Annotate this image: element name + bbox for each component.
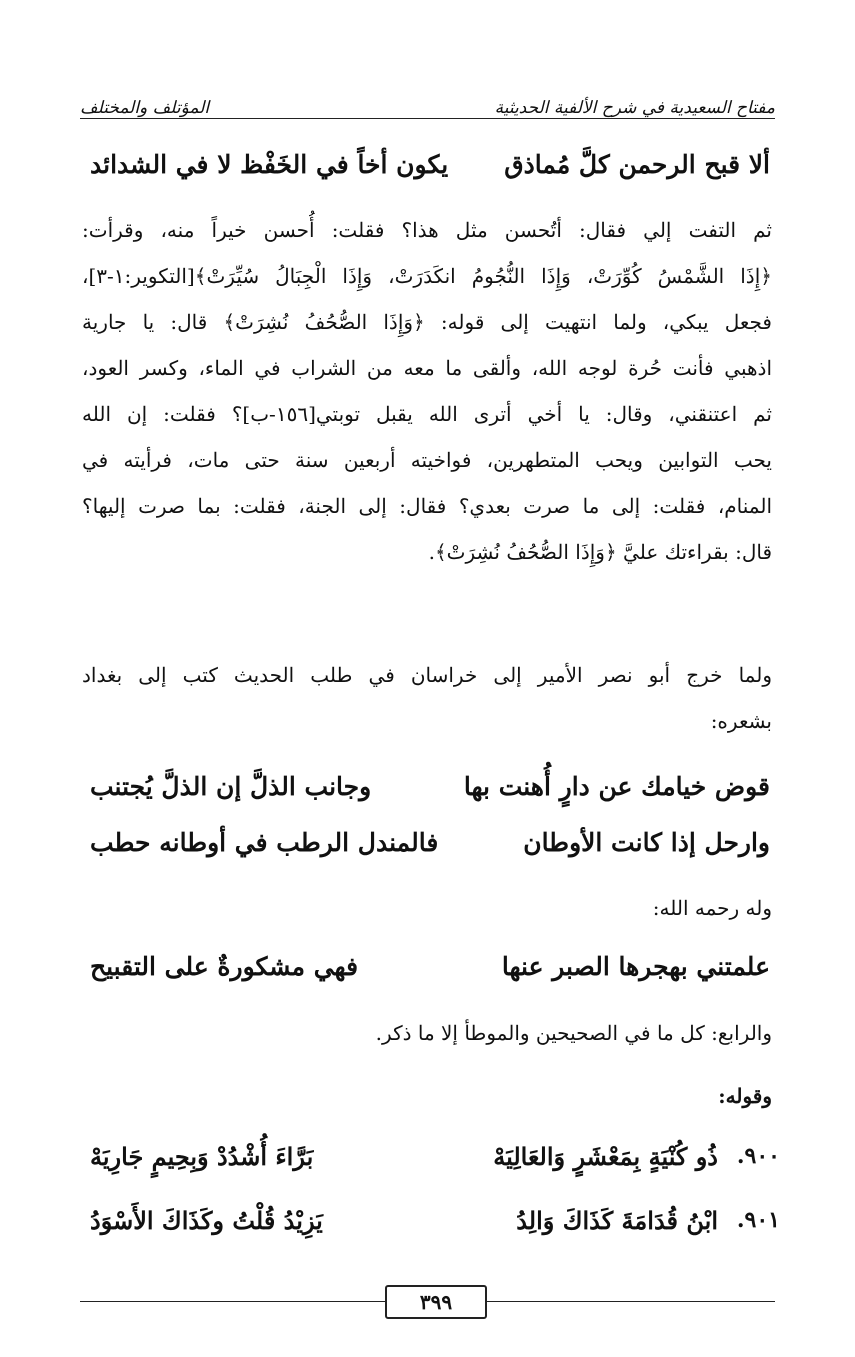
text-line: فجعل يبكي، ولما انتهيت إلى قوله: ﴿وَإِذَا الصُّحُفُ نُشِرَتْ﴾ قال: يا جارية bbox=[82, 310, 772, 334]
verse-line bbox=[90, 764, 770, 808]
section-title: المؤتلف والمختلف bbox=[80, 98, 210, 118]
verse-first-hemistich: قوض خيامك عن دارٍ أُهنت بها bbox=[463, 771, 770, 801]
text-line: والرابع: كل ما في الصحيحين والموطأ إلا ما ذكر. bbox=[375, 1021, 772, 1045]
verse-number: ٩٠٠. bbox=[736, 1143, 780, 1169]
text-line: اذهبي فأنت حُرة لوجه الله، وألقى ما معه من الشراب في الماء، وكسر العود، bbox=[82, 356, 772, 380]
verse-second-hemistich: يكون أخاً في الخَفْظ لا في الشدائد bbox=[90, 149, 449, 179]
text-line: قال: بقراءتك عليَّ ﴿وَإِذَا الصُّحُفُ نُشِرَتْ﴾. bbox=[428, 540, 772, 564]
verse-second-hemistich: بَرَّاءَ أُشْدُدْ وَبِحِيمٍ جَارِيَهْ bbox=[90, 1141, 314, 1171]
verse-line bbox=[90, 944, 770, 988]
text-line: وله رحمه الله: bbox=[652, 896, 772, 920]
text-line: ثم اعتنقني، وقال: يا أخي أترى الله يقبل توبتي[١٥٦-ب]؟ فقلت: إن الله bbox=[82, 402, 772, 426]
verse-line bbox=[90, 142, 770, 186]
text-line: بشعره: bbox=[710, 709, 772, 733]
verse-second-hemistich: يَزِيْدُ قُلْتُ وكَذَاكَ الأَسْوَدُ bbox=[90, 1205, 323, 1235]
text-line: ثم التفت إلي فقال: أتُحسن مثل هذا؟ فقلت: أُحسن خيراً منه، وقرأت: bbox=[82, 218, 772, 242]
numbered-verse bbox=[90, 1132, 780, 1180]
verse-line bbox=[90, 820, 770, 864]
verse-first-hemistich: ابْنُ قُدَامَةَ كَذَاكَ وَالِدُ bbox=[516, 1205, 718, 1235]
page-number: ٣٩٩ bbox=[385, 1285, 487, 1319]
verse-first-hemistich: ذُو كُنْيَةٍ بِمَعْشَرٍ وَالعَالِيَهْ bbox=[493, 1141, 718, 1171]
text-line: المنام، فقلت: إلى ما صرت بعدي؟ فقال: إلى الجنة، فقلت: بما صرت إليها؟ bbox=[82, 494, 772, 518]
verse-second-hemistich: فالمندل الرطب في أوطانه حطب bbox=[90, 827, 439, 857]
footer-divider-left bbox=[80, 1301, 385, 1302]
verse-first-hemistich: وارحل إذا كانت الأوطان bbox=[523, 827, 770, 857]
verse-number: ٩٠١. bbox=[736, 1207, 780, 1233]
verse-first-hemistich: علمتني بهجرها الصبر عنها bbox=[501, 951, 770, 981]
text-line: يحب التوابين ويحب المتطهرين، فواخيته أربعين سنة حتى مات، فرأيته في bbox=[82, 448, 772, 472]
footer-divider-right bbox=[483, 1301, 775, 1302]
verse-first-hemistich: ألا قبح الرحمن كلَّ مُماذق bbox=[504, 149, 770, 179]
running-header bbox=[80, 84, 775, 118]
text-line: وقوله: bbox=[718, 1084, 772, 1108]
paragraph-story bbox=[82, 207, 772, 575]
text-line: ﴿إِذَا الشَّمْسُ كُوِّرَتْ، وَإِذَا النُّجُومُ انكَدَرَتْ، وَإِذَا الْجِبَالُ سُيِّرَتْ﴾[التكوير:١-٣]، bbox=[82, 264, 772, 288]
text-line: ولما خرج أبو نصر الأمير إلى خراسان في طلب الحديث كتب إلى بغداد bbox=[82, 663, 772, 687]
verse-second-hemistich: فهي مشكورةٌ على التقبيح bbox=[90, 951, 359, 981]
paragraph-abu-nasr bbox=[82, 652, 772, 744]
intro-line bbox=[82, 885, 772, 931]
intro-line bbox=[82, 1073, 772, 1119]
numbered-verse bbox=[90, 1196, 780, 1244]
verse-second-hemistich: وجانب الذلَّ إن الذلَّ يُجتنب bbox=[90, 771, 372, 801]
paragraph-fourth bbox=[82, 1010, 772, 1056]
header-divider bbox=[80, 118, 775, 119]
book-title: مفتاح السعيدية في شرح الألفية الحديثية bbox=[494, 98, 775, 118]
